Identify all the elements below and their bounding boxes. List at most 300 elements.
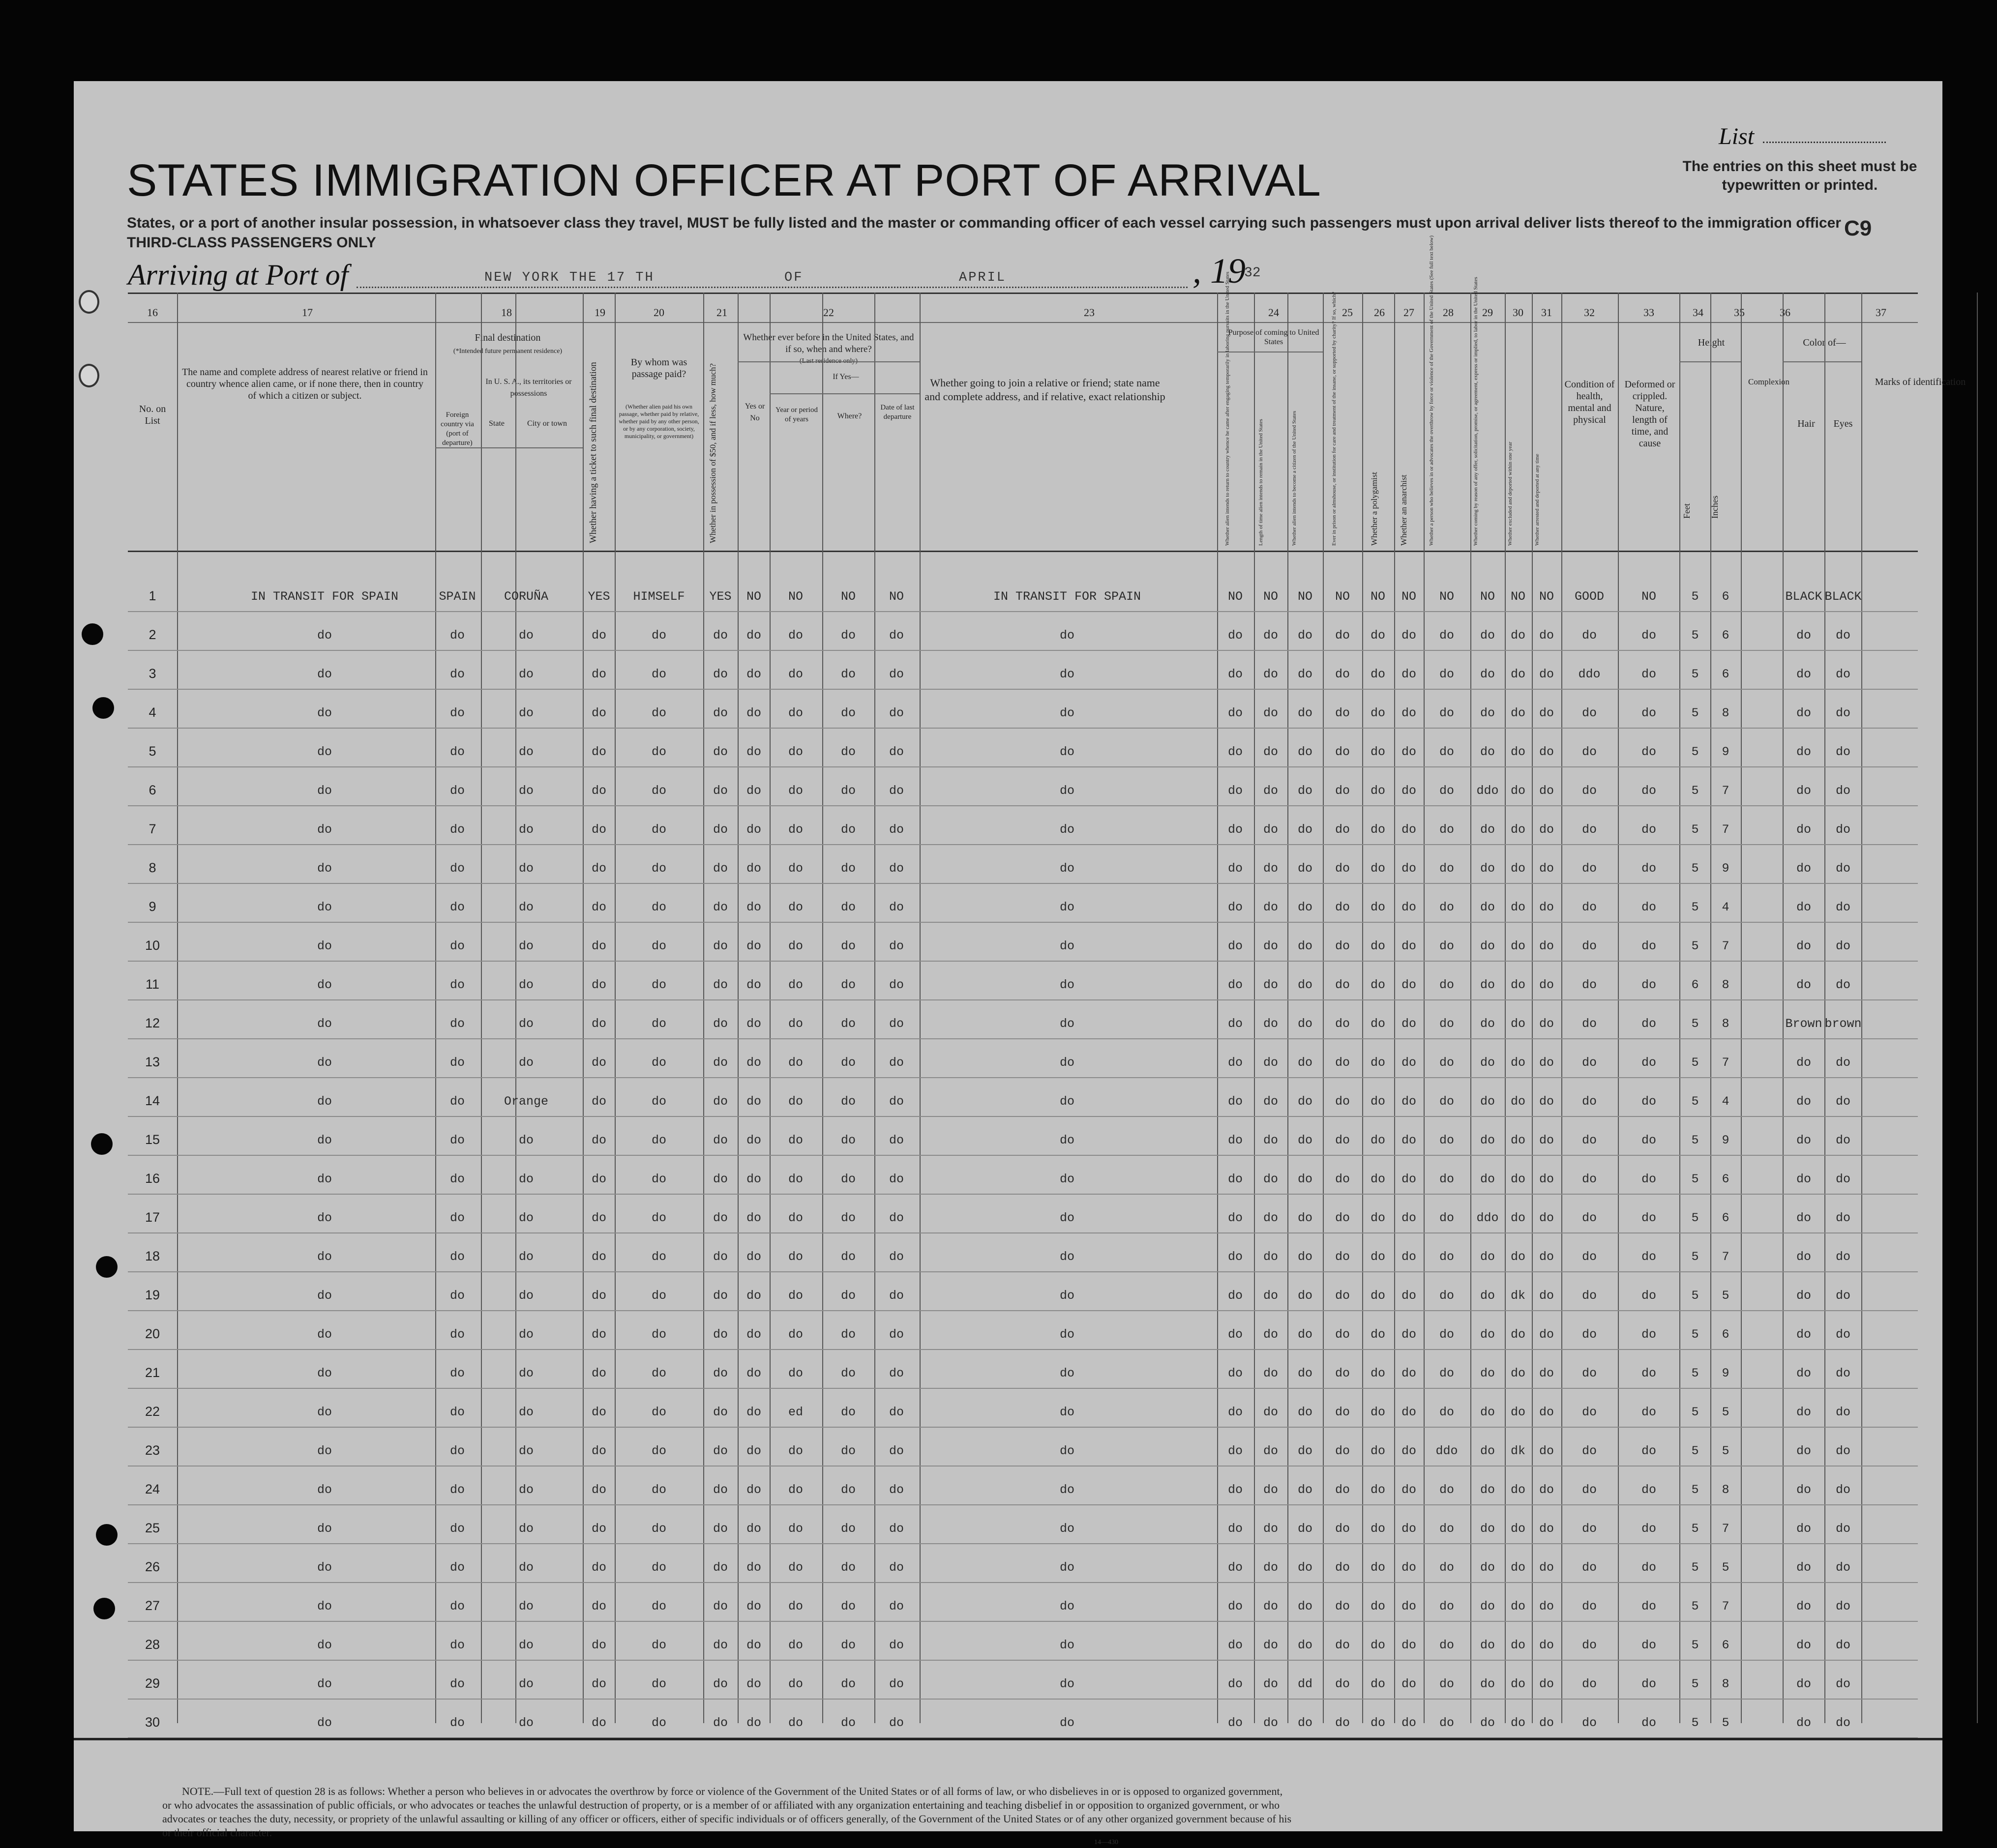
cell-c22b: do: [788, 939, 804, 953]
column-rule: [1977, 293, 1978, 1723]
cell-state: do: [449, 1405, 465, 1419]
cell-c17: do: [317, 1094, 332, 1109]
cell-c28: do: [1439, 1211, 1455, 1225]
sheet-code: C9: [1844, 216, 1872, 240]
cell-city: do: [518, 1677, 534, 1691]
column-rule: [703, 293, 704, 1723]
cell-c27: do: [1401, 978, 1417, 992]
cell-c19: do: [591, 1444, 607, 1458]
cell-c24c: do: [1297, 1522, 1313, 1536]
row-rule: [128, 1349, 1918, 1350]
cell-eyes: do: [1835, 939, 1851, 953]
cell-c20: do: [651, 1133, 667, 1147]
cell-c19: do: [591, 1327, 607, 1342]
cell-c27: do: [1401, 1716, 1417, 1730]
cell-state: do: [449, 1560, 465, 1575]
cell-c32: GOOD: [1574, 589, 1605, 604]
cell-in: 7: [1722, 784, 1729, 798]
cell-c29: do: [1480, 628, 1495, 643]
column-rule: [583, 293, 584, 1723]
punch-hole: [96, 1256, 118, 1278]
cell-c30: NO: [1510, 589, 1526, 604]
cell-c29: do: [1480, 667, 1495, 681]
cell-hair: do: [1796, 1677, 1812, 1691]
cell-city: do: [518, 1716, 534, 1730]
cell-hair: do: [1796, 1366, 1812, 1380]
header-state: State: [489, 419, 505, 428]
cell-c23: do: [1059, 1211, 1075, 1225]
column-rule: [1741, 293, 1742, 1723]
cell-c24c: do: [1297, 978, 1313, 992]
column-rule: [481, 293, 482, 1723]
cell-c33: NO: [1641, 589, 1657, 604]
cell-c24a: do: [1227, 1444, 1243, 1458]
cell-c24b: do: [1263, 1560, 1279, 1575]
row-number: 13: [145, 1055, 160, 1069]
cell-c25: do: [1335, 745, 1350, 759]
cell-c30: do: [1510, 784, 1526, 798]
cell-eyes: do: [1835, 1677, 1851, 1691]
cell-c23: do: [1059, 1483, 1075, 1497]
cell-state: do: [449, 1599, 465, 1613]
cell-in: 9: [1722, 1133, 1729, 1147]
cell-c17: do: [317, 1017, 332, 1031]
cell-eyes: do: [1835, 1289, 1851, 1303]
cell-c27: do: [1401, 1172, 1417, 1186]
arriving-of: OF: [784, 270, 804, 285]
header-purpose-citizen: Whether alien intends to become a citizen of the United States: [1291, 411, 1297, 546]
cell-c19: do: [591, 784, 607, 798]
cell-hair: do: [1796, 667, 1812, 681]
cell-c26: do: [1370, 1444, 1386, 1458]
cell-in: 6: [1722, 1172, 1729, 1186]
cell-ft: 5: [1691, 1017, 1699, 1031]
cell-c24a: do: [1227, 822, 1243, 837]
cell-eyes: do: [1835, 1405, 1851, 1419]
row-number: 25: [145, 1521, 160, 1535]
cell-in: 7: [1722, 939, 1729, 953]
cell-c30: do: [1510, 1094, 1526, 1109]
row-number: 11: [145, 977, 160, 992]
cell-c24b: do: [1263, 939, 1279, 953]
cell-c27: do: [1401, 1405, 1417, 1419]
cell-c22d: do: [889, 1366, 904, 1380]
cell-c24a: do: [1227, 1716, 1243, 1730]
cell-c24c: do: [1297, 745, 1313, 759]
cell-c27: do: [1401, 861, 1417, 876]
cell-in: 8: [1722, 1677, 1729, 1691]
cell-c25: do: [1335, 1560, 1350, 1575]
cell-city: do: [518, 1560, 534, 1575]
cell-c26: do: [1370, 1560, 1386, 1575]
cell-c19: do: [591, 1405, 607, 1419]
cell-c24c: do: [1297, 1056, 1313, 1070]
header-date-departure: Date of last departure: [880, 404, 915, 421]
cell-c29: NO: [1480, 589, 1495, 604]
cell-c21: do: [713, 1172, 728, 1186]
cell-c21: do: [713, 1560, 728, 1575]
cell-ft: 5: [1691, 1560, 1699, 1575]
header-final-destination-note: (*Intended future permanent residence): [453, 348, 563, 355]
cell-ft: 5: [1691, 1327, 1699, 1342]
cell-c22a: do: [746, 1483, 762, 1497]
row-rule: [128, 1232, 1918, 1233]
cell-city: do: [518, 784, 534, 798]
cell-ft: 5: [1691, 861, 1699, 876]
cell-c25: do: [1335, 667, 1350, 681]
cell-c33: do: [1641, 784, 1657, 798]
cell-c19: do: [591, 628, 607, 643]
column-rule: [1323, 293, 1324, 1723]
cell-c17: do: [317, 1327, 332, 1342]
cell-ft: 5: [1691, 1483, 1699, 1497]
cell-c26: do: [1370, 1289, 1386, 1303]
cell-c24a: do: [1227, 1405, 1243, 1419]
cell-hair: do: [1796, 745, 1812, 759]
cell-c20: do: [651, 1522, 667, 1536]
cell-c23: do: [1059, 1716, 1075, 1730]
cell-c17: do: [317, 978, 332, 992]
cell-c29: do: [1480, 745, 1495, 759]
cell-c21: do: [713, 706, 728, 720]
row-number: 17: [145, 1210, 160, 1225]
cell-eyes: do: [1835, 1211, 1851, 1225]
cell-c17: do: [317, 745, 332, 759]
row-rule: [128, 1155, 1918, 1156]
cell-c19: do: [591, 1133, 607, 1147]
cell-c22d: do: [889, 1289, 904, 1303]
cell-c31: NO: [1539, 589, 1554, 604]
column-rule: [770, 293, 771, 1723]
cell-c19: do: [591, 1599, 607, 1613]
cell-c20: do: [651, 1638, 667, 1652]
cell-c25: do: [1335, 1289, 1350, 1303]
cell-hair: BLACK: [1785, 589, 1822, 604]
cell-c28: do: [1439, 667, 1455, 681]
cell-c24b: do: [1263, 784, 1279, 798]
cell-in: 9: [1722, 1366, 1729, 1380]
cell-c24a: do: [1227, 1211, 1243, 1225]
cell-c24b: do: [1263, 1327, 1279, 1342]
cell-c31: do: [1539, 1211, 1554, 1225]
cell-c24b: do: [1263, 1716, 1279, 1730]
cell-ft: 5: [1691, 1056, 1699, 1070]
cell-c31: do: [1539, 1289, 1554, 1303]
cell-c33: do: [1641, 1405, 1657, 1419]
cell-eyes: do: [1835, 1133, 1851, 1147]
row-rule: [128, 1543, 1918, 1544]
cell-hair: Brown: [1785, 1017, 1822, 1031]
cell-city: Orange: [504, 1094, 549, 1109]
cell-c25: do: [1335, 1172, 1350, 1186]
cell-c28: do: [1439, 1250, 1455, 1264]
cell-c20: do: [651, 1017, 667, 1031]
cell-ft: 5: [1691, 589, 1699, 604]
cell-c23: do: [1059, 1522, 1075, 1536]
cell-c31: do: [1539, 1716, 1554, 1730]
cell-c30: do: [1510, 1366, 1526, 1380]
cell-hair: do: [1796, 1056, 1812, 1070]
cell-eyes: do: [1835, 1522, 1851, 1536]
cell-c29: do: [1480, 861, 1495, 876]
cell-c32: do: [1581, 1366, 1597, 1380]
cell-c24c: do: [1297, 1250, 1313, 1264]
cell-c24a: do: [1227, 1560, 1243, 1575]
cell-c22d: do: [889, 784, 904, 798]
col-num: 19: [595, 306, 605, 319]
cell-c32: do: [1581, 1483, 1597, 1497]
cell-c31: do: [1539, 1327, 1554, 1342]
col-num: 30: [1513, 306, 1523, 319]
cell-c33: do: [1641, 1444, 1657, 1458]
cell-c27: do: [1401, 1056, 1417, 1070]
col-num: 21: [716, 306, 727, 319]
cell-hair: do: [1796, 1716, 1812, 1730]
punch-hole: [91, 1133, 113, 1155]
cell-c26: do: [1370, 1366, 1386, 1380]
column-rule: [1861, 293, 1862, 1723]
cell-c22a: do: [746, 1094, 762, 1109]
column-rule: [1287, 293, 1288, 1723]
cell-eyes: do: [1835, 1056, 1851, 1070]
cell-c31: do: [1539, 1094, 1554, 1109]
cell-city: do: [518, 1599, 534, 1613]
cell-state: do: [449, 1211, 465, 1225]
cell-c21: do: [713, 1599, 728, 1613]
cell-c21: do: [713, 861, 728, 876]
column-rule: [1470, 293, 1471, 1723]
cell-hair: do: [1796, 1289, 1812, 1303]
cell-c22d: do: [889, 1444, 904, 1458]
cell-c23: do: [1059, 706, 1075, 720]
header-excluded: Whether excluded and deported within one year: [1507, 441, 1513, 546]
cell-c30: do: [1510, 1716, 1526, 1730]
cell-eyes: do: [1835, 1094, 1851, 1109]
cell-c20: do: [651, 861, 667, 876]
cell-c20: do: [651, 900, 667, 914]
cell-c20: do: [651, 1250, 667, 1264]
header-deformed: Deformed or crippled. Nature, length of time, and cause: [1624, 379, 1675, 449]
cell-state: do: [449, 1094, 465, 1109]
col-num: 18: [501, 306, 512, 319]
cell-c32: do: [1581, 1444, 1597, 1458]
cell-c32: do: [1581, 1522, 1597, 1536]
cell-c30: do: [1510, 1483, 1526, 1497]
cell-c31: do: [1539, 784, 1554, 798]
cell-state: do: [449, 628, 465, 643]
cell-eyes: do: [1835, 1327, 1851, 1342]
cell-c22b: do: [788, 1094, 804, 1109]
row-number: 24: [145, 1482, 160, 1496]
cell-c17: do: [317, 1211, 332, 1225]
cell-c24c: do: [1297, 1017, 1313, 1031]
cell-c22b: do: [788, 667, 804, 681]
cell-c22a: do: [746, 1677, 762, 1691]
row-number: 26: [145, 1559, 160, 1574]
cell-hair: do: [1796, 978, 1812, 992]
cell-c25: do: [1335, 1094, 1350, 1109]
cell-c24b: do: [1263, 1444, 1279, 1458]
cell-c29: do: [1480, 900, 1495, 914]
cell-c23: do: [1059, 1560, 1075, 1575]
cell-c24c: do: [1297, 1716, 1313, 1730]
cell-c32: do: [1581, 628, 1597, 643]
cell-c32: do: [1581, 1638, 1597, 1652]
row-number: 23: [145, 1443, 160, 1458]
cell-state: do: [449, 1289, 465, 1303]
cell-c22a: do: [746, 1599, 762, 1613]
cell-c30: do: [1510, 978, 1526, 992]
cell-c32: do: [1581, 1094, 1597, 1109]
cell-c24c: do: [1297, 1444, 1313, 1458]
cell-c22a: do: [746, 1444, 762, 1458]
cell-c23: do: [1059, 1327, 1075, 1342]
cell-c29: do: [1480, 1366, 1495, 1380]
cell-c27: do: [1401, 706, 1417, 720]
punch-hole: [82, 623, 103, 645]
cell-c22d: do: [889, 628, 904, 643]
header-city: City or town: [527, 419, 567, 428]
cell-c24a: do: [1227, 1289, 1243, 1303]
cell-city: do: [518, 1056, 534, 1070]
cell-c24b: do: [1263, 706, 1279, 720]
cell-c25: do: [1335, 1522, 1350, 1536]
cell-c24b: do: [1263, 1677, 1279, 1691]
cell-in: 7: [1722, 822, 1729, 837]
cell-city: do: [518, 978, 534, 992]
cell-c31: do: [1539, 1677, 1554, 1691]
row-rule: [128, 1621, 1918, 1622]
cell-c26: do: [1370, 978, 1386, 992]
cell-c24a: do: [1227, 706, 1243, 720]
cell-c19: do: [591, 978, 607, 992]
cell-c23: do: [1059, 628, 1075, 643]
punch-hole: [79, 290, 99, 314]
cell-city: do: [518, 628, 534, 643]
cell-in: 6: [1722, 1327, 1729, 1342]
cell-in: 8: [1722, 706, 1729, 720]
cell-c20: do: [651, 1716, 667, 1730]
cell-c27: do: [1401, 1133, 1417, 1147]
cell-c22a: do: [746, 900, 762, 914]
cell-c22a: do: [746, 1638, 762, 1652]
cell-c22c: do: [840, 1056, 856, 1070]
cell-in: 7: [1722, 1599, 1729, 1613]
cell-c17: do: [317, 1289, 332, 1303]
cell-eyes: do: [1835, 1599, 1851, 1613]
cell-c22b: do: [788, 1211, 804, 1225]
cell-hair: do: [1796, 939, 1812, 953]
row-number: 3: [149, 666, 156, 681]
cell-c22c: do: [840, 628, 856, 643]
cell-city: do: [518, 1250, 534, 1264]
cell-c20: do: [651, 667, 667, 681]
cell-ft: 5: [1691, 900, 1699, 914]
cell-c29: do: [1480, 1716, 1495, 1730]
cell-c28: do: [1439, 939, 1455, 953]
cell-c22b: do: [788, 706, 804, 720]
cell-c29: do: [1480, 706, 1495, 720]
header-year-period: Year or period of years: [775, 406, 818, 423]
cell-c25: do: [1335, 1133, 1350, 1147]
row-rule: [128, 1388, 1918, 1389]
cell-c30: do: [1510, 939, 1526, 953]
cell-c22c: do: [840, 1560, 856, 1575]
cell-c22b: do: [788, 1677, 804, 1691]
cell-c24b: do: [1263, 861, 1279, 876]
cell-c26: do: [1370, 1327, 1386, 1342]
cell-c26: do: [1370, 1250, 1386, 1264]
cell-city: do: [518, 1638, 534, 1652]
col-num: 23: [1084, 306, 1095, 319]
cell-c23: do: [1059, 939, 1075, 953]
row-rule: [128, 844, 1918, 845]
cell-c17: do: [317, 822, 332, 837]
cell-c24b: do: [1263, 1133, 1279, 1147]
cell-c28: do: [1439, 1560, 1455, 1575]
cell-c22b: do: [788, 1172, 804, 1186]
cell-c32: do: [1581, 1250, 1597, 1264]
cell-c19: do: [591, 1172, 607, 1186]
cell-c22c: do: [840, 745, 856, 759]
cell-c17: do: [317, 1056, 332, 1070]
cell-c24c: do: [1297, 1405, 1313, 1419]
cell-c27: do: [1401, 1289, 1417, 1303]
header-purpose-length: Length of time alien intends to remain in the United States: [1258, 419, 1264, 546]
cell-c33: do: [1641, 1560, 1657, 1575]
cell-c33: do: [1641, 978, 1657, 992]
cell-c23: IN TRANSIT FOR SPAIN: [993, 589, 1141, 604]
column-rule: [1362, 293, 1363, 1723]
cell-city: do: [518, 900, 534, 914]
cell-city: do: [518, 1483, 534, 1497]
cell-c24a: do: [1227, 1522, 1243, 1536]
cell-c24a: do: [1227, 667, 1243, 681]
cell-c28: do: [1439, 1017, 1455, 1031]
cell-c23: do: [1059, 1133, 1075, 1147]
col-num: 32: [1584, 306, 1595, 319]
cell-city: do: [518, 667, 534, 681]
cell-c32: do: [1581, 1017, 1597, 1031]
cell-c28: do: [1439, 861, 1455, 876]
cell-c19: do: [591, 1560, 607, 1575]
cell-c28: do: [1439, 745, 1455, 759]
cell-c24c: do: [1297, 1289, 1313, 1303]
header-arrested: Whether arrested and deported at any time: [1534, 454, 1540, 546]
cell-c24b: do: [1263, 745, 1279, 759]
cell-c28: do: [1439, 978, 1455, 992]
cell-c27: do: [1401, 628, 1417, 643]
subheader-rule: [1783, 361, 1861, 362]
cell-c31: do: [1539, 900, 1554, 914]
header-final-destination: Final destination: [475, 332, 541, 343]
cell-c20: do: [651, 745, 667, 759]
cell-c17: do: [317, 861, 332, 876]
cell-c22b: do: [788, 628, 804, 643]
cell-c21: do: [713, 1056, 728, 1070]
cell-c29: do: [1480, 1172, 1495, 1186]
cell-c28: do: [1439, 900, 1455, 914]
cell-hair: do: [1796, 1211, 1812, 1225]
cell-c24c: do: [1297, 1172, 1313, 1186]
cell-c30: do: [1510, 1017, 1526, 1031]
col-num: 29: [1482, 306, 1493, 319]
cell-in: 4: [1722, 900, 1729, 914]
cell-ft: 6: [1691, 978, 1699, 992]
row-number: 19: [145, 1288, 160, 1302]
cell-c26: do: [1370, 628, 1386, 643]
cell-state: do: [449, 745, 465, 759]
